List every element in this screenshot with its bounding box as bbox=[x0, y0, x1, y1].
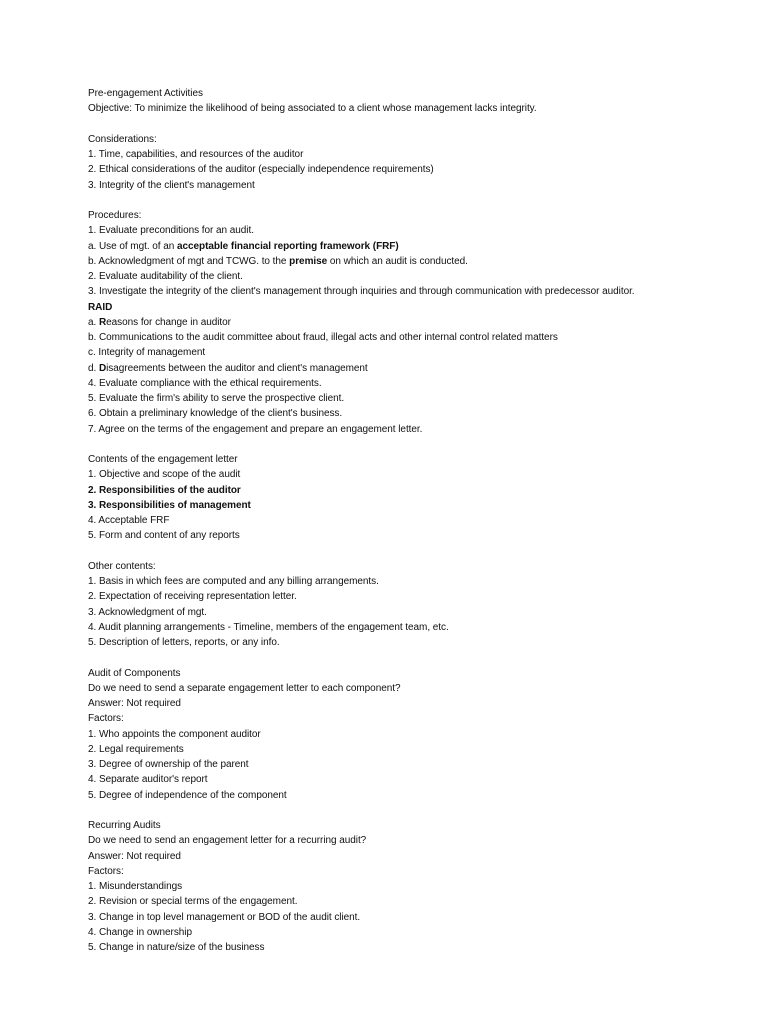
contents-heading: Contents of the engagement letter bbox=[88, 454, 238, 465]
recurring-answer: Answer: Not required bbox=[88, 850, 181, 862]
procedures-subitem-text: a. Use of mgt. of an bbox=[88, 240, 177, 252]
raid-item-text: easons for change in auditor bbox=[106, 316, 231, 328]
other-contents-heading: Other contents: bbox=[88, 560, 156, 572]
procedures-item: 2. Evaluate auditability of the client. bbox=[88, 271, 243, 282]
spacer bbox=[88, 193, 748, 208]
procedures-item: 5. Evaluate the firm's ability to serve the prospective client. bbox=[88, 393, 345, 404]
spacer bbox=[88, 650, 748, 665]
procedures-subitem bbox=[88, 254, 748, 269]
raid-item-text: a. bbox=[88, 316, 99, 328]
considerations-item: 3. Integrity of the client's management bbox=[88, 179, 255, 191]
raid-item-text: d. bbox=[88, 362, 99, 374]
considerations-item: 2. Ethical considerations of the auditor (especially independence requirements) bbox=[88, 164, 434, 176]
raid-item bbox=[88, 315, 748, 330]
procedures-subitem-text: on which an audit is conducted. bbox=[327, 255, 468, 267]
contents-item: 5. Form and content of any reports bbox=[88, 530, 240, 542]
other-contents-item: 3. Acknowledgment of mgt. bbox=[88, 606, 207, 618]
other-contents-item: 5. Description of letters, reports, or any info. bbox=[88, 637, 280, 648]
components-factor: 4. Separate auditor's report bbox=[88, 774, 208, 786]
raid-item: c. Integrity of management bbox=[88, 347, 206, 359]
document-page bbox=[88, 86, 748, 955]
recurring-factor: 1. Misunderstandings bbox=[88, 881, 183, 892]
contents-item-bold: 3. Responsibilities of management bbox=[88, 499, 251, 511]
considerations-heading: Considerations: bbox=[88, 133, 157, 145]
procedures-subitem bbox=[88, 239, 748, 254]
raid-item: b. Communications to the audit committee about fraud, illegal acts and other internal control related matters bbox=[88, 332, 558, 343]
contents-item-bold: 2. Responsibilities of the auditor bbox=[88, 484, 241, 496]
other-contents-item: 1. Basis in which fees are computed and any billing arrangements. bbox=[88, 576, 379, 587]
procedures-item: 4. Evaluate compliance with the ethical requirements. bbox=[88, 377, 322, 389]
components-factor: 3. Degree of ownership of the parent bbox=[88, 759, 249, 770]
recurring-factor: 5. Change in nature/size of the business bbox=[88, 942, 265, 953]
spacer bbox=[88, 544, 748, 559]
spacer bbox=[88, 117, 748, 132]
recurring-factor: 2. Revision or special terms of the engagement. bbox=[88, 896, 298, 908]
contents-item: 1. Objective and scope of the audit bbox=[88, 469, 241, 481]
contents-item: 4. Acceptable FRF bbox=[88, 515, 170, 526]
raid-item-text: isagreements between the auditor and client's management bbox=[106, 362, 368, 374]
recurring-factor: 3. Change in top level management or BOD of the audit client. bbox=[88, 911, 361, 923]
spacer bbox=[88, 437, 748, 452]
recurring-factor: 4. Change in ownership bbox=[88, 926, 192, 938]
procedures-subitem-text: b. Acknowledgment of mgt and TCWG. to the bbox=[88, 255, 290, 267]
procedures-heading: Procedures: bbox=[88, 210, 142, 221]
procedures-subitem-bold: premise bbox=[289, 255, 328, 267]
components-factor: 1. Who appoints the component auditor bbox=[88, 728, 261, 740]
recurring-factors-label: Factors: bbox=[88, 865, 124, 877]
components-factors-label: Factors: bbox=[88, 713, 124, 725]
components-heading: Audit of Components bbox=[88, 667, 181, 679]
procedures-item: 3. Investigate the integrity of the client's management through inquiries and through communication with predecessor auditor. bbox=[88, 286, 635, 298]
procedures-item: 7. Agree on the terms of the engagement and prepare an engagement letter. bbox=[88, 423, 423, 435]
considerations-item: 1. Time, capabilities, and resources of the auditor bbox=[88, 149, 304, 160]
components-answer: Answer: Not required bbox=[88, 698, 181, 709]
raid-item-letter: R bbox=[98, 316, 107, 328]
recurring-heading: Recurring Audits bbox=[88, 820, 161, 831]
procedures-item: 1. Evaluate preconditions for an audit. bbox=[88, 225, 254, 237]
raid-item bbox=[88, 361, 748, 376]
components-factor: 5. Degree of independence of the component bbox=[88, 789, 287, 801]
recurring-question: Do we need to send an engagement letter for a recurring audit? bbox=[88, 835, 367, 847]
raid-item-letter: D bbox=[98, 362, 107, 374]
raid-heading: RAID bbox=[88, 301, 113, 313]
components-factor: 2. Legal requirements bbox=[88, 743, 184, 755]
objective-line: Objective: To minimize the likelihood of being associated to a client whose management lacks integrity. bbox=[88, 103, 537, 115]
procedures-item: 6. Obtain a preliminary knowledge of the client's business. bbox=[88, 408, 343, 420]
section-title-pre-engagement: Pre-engagement Activities bbox=[88, 88, 203, 99]
procedures-subitem-bold: acceptable financial reporting framework (FRF) bbox=[177, 240, 399, 252]
spacer bbox=[88, 803, 748, 818]
other-contents-item: 2. Expectation of receiving representation letter. bbox=[88, 591, 297, 603]
other-contents-item: 4. Audit planning arrangements - Timeline, members of the engagement team, etc. bbox=[88, 621, 449, 633]
components-question: Do we need to send a separate engagement letter to each component? bbox=[88, 682, 401, 694]
